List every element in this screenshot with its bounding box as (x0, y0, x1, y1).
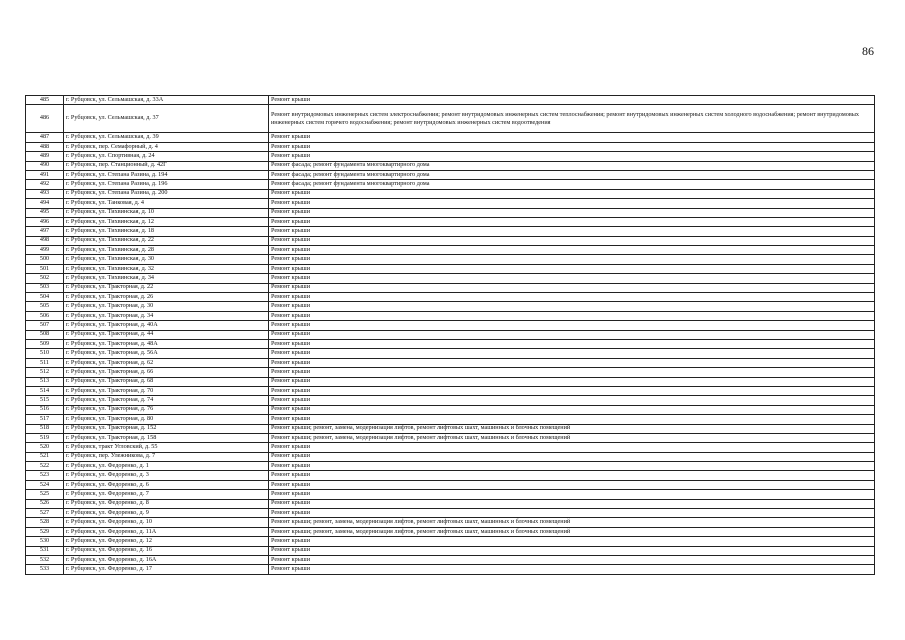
page-number: 86 (862, 44, 874, 58)
table-row (26, 339, 875, 348)
table-row (26, 142, 875, 151)
row-number: 510 (26, 349, 64, 358)
row-address: г. Рубцовск, ул. Федоренко, д. 6 (64, 480, 269, 489)
row-number: 528 (26, 518, 64, 527)
row-work-type: Ремонт крыши (269, 537, 875, 546)
table-row (26, 452, 875, 461)
row-number: 513 (26, 377, 64, 386)
row-number: 493 (26, 189, 64, 198)
table-row (26, 180, 875, 189)
row-work-type: Ремонт крыши (269, 368, 875, 377)
row-work-type: Ремонт крыши (269, 480, 875, 489)
row-address: г. Рубцовск, ул. Тракторная, д. 44 (64, 330, 269, 339)
row-work-type: Ремонт крыши (269, 274, 875, 283)
row-number: 521 (26, 452, 64, 461)
row-address: г. Рубцовск, ул. Федоренко, д. 16 (64, 546, 269, 555)
row-address: г. Рубцовск, ул. Тракторная, д. 56А (64, 349, 269, 358)
row-number: 498 (26, 236, 64, 245)
table-row (26, 283, 875, 292)
row-address: г. Рубцовск, ул. Федоренко, д. 16А (64, 555, 269, 564)
row-address: г. Рубцовск, ул. Тихвинская, д. 30 (64, 255, 269, 264)
row-address: г. Рубцовск, ул. Федоренко, д. 8 (64, 499, 269, 508)
row-work-type: Ремонт фасада; ремонт фундамента многоквартирного дома (269, 170, 875, 179)
table-row (26, 499, 875, 508)
row-work-type: Ремонт крыши (269, 189, 875, 198)
row-number: 515 (26, 396, 64, 405)
row-address: г. Рубцовск, ул. Сельмашская, д. 37 (64, 105, 269, 133)
row-number: 511 (26, 358, 64, 367)
table-row (26, 321, 875, 330)
row-address: г. Рубцовск, ул. Тракторная, д. 70 (64, 386, 269, 395)
row-number: 495 (26, 208, 64, 217)
table-row (26, 199, 875, 208)
row-address: г. Рубцовск, ул. Степана Разина, д. 200 (64, 189, 269, 198)
table-row (26, 105, 875, 133)
row-address: г. Рубцовск, тракт Угловский, д. 55 (64, 443, 269, 452)
row-work-type: Ремонт крыши (269, 264, 875, 273)
row-work-type: Ремонт крыши (269, 133, 875, 142)
row-address: г. Рубцовск, ул. Танковая, д. 4 (64, 199, 269, 208)
row-address: г. Рубцовск, ул. Федоренко, д. 11А (64, 527, 269, 536)
row-work-type: Ремонт крыши (269, 255, 875, 264)
table-row (26, 433, 875, 442)
table-row (26, 405, 875, 414)
table-row (26, 264, 875, 273)
table-row (26, 358, 875, 367)
row-work-type: Ремонт крыши (269, 490, 875, 499)
table-row (26, 170, 875, 179)
row-address: г. Рубцовск, ул. Тракторная, д. 152 (64, 424, 269, 433)
row-number: 497 (26, 227, 64, 236)
row-work-type: Ремонт крыши (269, 452, 875, 461)
row-number: 512 (26, 368, 64, 377)
row-work-type: Ремонт крыши; ремонт, замена, модернизация лифтов, ремонт лифтовых шахт, машинных и блочных помещений (269, 424, 875, 433)
row-number: 492 (26, 180, 64, 189)
row-work-type: Ремонт крыши (269, 471, 875, 480)
table-row (26, 462, 875, 471)
table-row (26, 537, 875, 546)
row-work-type: Ремонт крыши; ремонт, замена, модернизация лифтов, ремонт лифтовых шахт, машинных и блочных помещений (269, 527, 875, 536)
row-number: 517 (26, 415, 64, 424)
row-number: 500 (26, 255, 64, 264)
row-address: г. Рубцовск, ул. Тихвинская, д. 28 (64, 246, 269, 255)
row-address: г. Рубцовск, ул. Тракторная, д. 74 (64, 396, 269, 405)
row-address: г. Рубцовск, ул. Федоренко, д. 7 (64, 490, 269, 499)
row-work-type: Ремонт крыши (269, 321, 875, 330)
row-address: г. Рубцовск, ул. Тихвинская, д. 32 (64, 264, 269, 273)
row-number: 529 (26, 527, 64, 536)
table-row (26, 189, 875, 198)
row-address: г. Рубцовск, ул. Федоренко, д. 1 (64, 462, 269, 471)
row-work-type: Ремонт крыши (269, 152, 875, 161)
table-row (26, 255, 875, 264)
row-address: г. Рубцовск, ул. Степана Разина, д. 196 (64, 180, 269, 189)
row-number: 486 (26, 105, 64, 133)
row-address: г. Рубцовск, ул. Тихвинская, д. 34 (64, 274, 269, 283)
row-address: г. Рубцовск, ул. Федоренко, д. 12 (64, 537, 269, 546)
table-row (26, 443, 875, 452)
row-number: 491 (26, 170, 64, 179)
row-address: г. Рубцовск, ул. Федоренко, д. 3 (64, 471, 269, 480)
row-number: 524 (26, 480, 64, 489)
row-address: г. Рубцовск, пер. Станционный, д. 42Г (64, 161, 269, 170)
row-number: 518 (26, 424, 64, 433)
row-number: 501 (26, 264, 64, 273)
table-row (26, 349, 875, 358)
row-work-type: Ремонт крыши (269, 565, 875, 574)
table-row (26, 208, 875, 217)
row-number: 531 (26, 546, 64, 555)
row-work-type: Ремонт крыши (269, 246, 875, 255)
table-row (26, 152, 875, 161)
table-row (26, 490, 875, 499)
row-address: г. Рубцовск, ул. Федоренко, д. 10 (64, 518, 269, 527)
row-address: г. Рубцовск, ул. Тракторная, д. 40А (64, 321, 269, 330)
row-number: 489 (26, 152, 64, 161)
row-number: 503 (26, 283, 64, 292)
row-number: 519 (26, 433, 64, 442)
row-work-type: Ремонт крыши (269, 555, 875, 564)
row-work-type: Ремонт крыши (269, 302, 875, 311)
table-row (26, 96, 875, 105)
row-number: 508 (26, 330, 64, 339)
row-address: г. Рубцовск, ул. Тракторная, д. 22 (64, 283, 269, 292)
table-row (26, 509, 875, 518)
table-row (26, 274, 875, 283)
row-address: г. Рубцовск, ул. Тихвинская, д. 12 (64, 217, 269, 226)
row-number: 504 (26, 293, 64, 302)
row-address: г. Рубцовск, ул. Тракторная, д. 62 (64, 358, 269, 367)
row-work-type: Ремонт крыши (269, 330, 875, 339)
table-row (26, 368, 875, 377)
row-address: г. Рубцовск, ул. Тракторная, д. 76 (64, 405, 269, 414)
row-work-type: Ремонт крыши (269, 227, 875, 236)
table-row (26, 386, 875, 395)
row-address: г. Рубцовск, ул. Тракторная, д. 158 (64, 433, 269, 442)
row-address: г. Рубцовск, ул. Тракторная, д. 48А (64, 339, 269, 348)
table-row (26, 396, 875, 405)
table-row (26, 546, 875, 555)
row-work-type: Ремонт крыши (269, 142, 875, 151)
row-work-type: Ремонт крыши (269, 358, 875, 367)
table-row (26, 518, 875, 527)
table-row (26, 161, 875, 170)
row-number: 516 (26, 405, 64, 414)
row-work-type: Ремонт крыши (269, 509, 875, 518)
row-work-type: Ремонт крыши (269, 386, 875, 395)
table-row (26, 236, 875, 245)
row-address: г. Рубцовск, ул. Сельмашская, д. 39 (64, 133, 269, 142)
row-address: г. Рубцовск, ул. Федоренко, д. 17 (64, 565, 269, 574)
table-row (26, 217, 875, 226)
row-work-type: Ремонт крыши (269, 199, 875, 208)
row-number: 532 (26, 555, 64, 564)
row-work-type: Ремонт внутридомовых инженерных систем электроснабжения; ремонт внутридомовых инженерных систем теплоснабжения; ремонт внутридомовых инженерных систем холодного водоснабжения; ремонт внутридомовых инженерных систем горячего водоснабжения; ремонт внутридомовых инженерных систем водоотведения (269, 105, 875, 133)
row-number: 533 (26, 565, 64, 574)
row-work-type: Ремонт крыши (269, 96, 875, 105)
table-row (26, 480, 875, 489)
row-number: 509 (26, 339, 64, 348)
row-address: г. Рубцовск, ул. Тракторная, д. 30 (64, 302, 269, 311)
row-number: 523 (26, 471, 64, 480)
row-work-type: Ремонт крыши; ремонт, замена, модернизация лифтов, ремонт лифтовых шахт, машинных и блочных помещений (269, 433, 875, 442)
row-number: 514 (26, 386, 64, 395)
row-address: г. Рубцовск, ул. Сельмашская, д. 33А (64, 96, 269, 105)
row-number: 487 (26, 133, 64, 142)
row-address: г. Рубцовск, пер. Семафорный, д. 4 (64, 142, 269, 151)
row-address: г. Рубцовск, ул. Тихвинская, д. 22 (64, 236, 269, 245)
row-work-type: Ремонт крыши (269, 217, 875, 226)
row-number: 488 (26, 142, 64, 151)
repair-schedule-table (25, 95, 875, 575)
table-row (26, 527, 875, 536)
row-number: 506 (26, 311, 64, 320)
table-row (26, 565, 875, 574)
row-number: 502 (26, 274, 64, 283)
row-address: г. Рубцовск, ул. Тракторная, д. 26 (64, 293, 269, 302)
row-number: 485 (26, 96, 64, 105)
row-address: г. Рубцовск, ул. Тихвинская, д. 10 (64, 208, 269, 217)
row-address: г. Рубцовск, ул. Федоренко, д. 9 (64, 509, 269, 518)
table-row (26, 330, 875, 339)
row-work-type: Ремонт фасада; ремонт фундамента многоквартирного дома (269, 180, 875, 189)
row-work-type: Ремонт крыши (269, 499, 875, 508)
row-work-type: Ремонт крыши (269, 283, 875, 292)
row-address: г. Рубцовск, ул. Степана Разина, д. 194 (64, 170, 269, 179)
row-address: г. Рубцовск, пер. Улежникова, д. 7 (64, 452, 269, 461)
table-row (26, 246, 875, 255)
row-work-type: Ремонт крыши (269, 462, 875, 471)
row-work-type: Ремонт крыши (269, 396, 875, 405)
row-work-type: Ремонт крыши (269, 405, 875, 414)
row-address: г. Рубцовск, ул. Тракторная, д. 34 (64, 311, 269, 320)
row-address: г. Рубцовск, ул. Спортивная, д. 24 (64, 152, 269, 161)
table-row (26, 471, 875, 480)
row-number: 530 (26, 537, 64, 546)
row-address: г. Рубцовск, ул. Тракторная, д. 80 (64, 415, 269, 424)
table-row (26, 555, 875, 564)
row-address: г. Рубцовск, ул. Тракторная, д. 66 (64, 368, 269, 377)
row-number: 525 (26, 490, 64, 499)
row-work-type: Ремонт крыши; ремонт, замена, модернизация лифтов, ремонт лифтовых шахт, машинных и блочных помещений (269, 518, 875, 527)
row-work-type: Ремонт крыши (269, 546, 875, 555)
row-work-type: Ремонт крыши (269, 236, 875, 245)
row-number: 505 (26, 302, 64, 311)
row-number: 494 (26, 199, 64, 208)
table-row (26, 311, 875, 320)
table-row (26, 302, 875, 311)
table-row (26, 377, 875, 386)
table-row (26, 227, 875, 236)
row-work-type: Ремонт крыши (269, 339, 875, 348)
row-number: 499 (26, 246, 64, 255)
row-number: 526 (26, 499, 64, 508)
row-work-type: Ремонт крыши (269, 208, 875, 217)
row-number: 496 (26, 217, 64, 226)
row-work-type: Ремонт крыши (269, 349, 875, 358)
table-row (26, 133, 875, 142)
row-number: 490 (26, 161, 64, 170)
table-row (26, 415, 875, 424)
row-number: 520 (26, 443, 64, 452)
row-work-type: Ремонт крыши (269, 415, 875, 424)
row-address: г. Рубцовск, ул. Тихвинская, д. 18 (64, 227, 269, 236)
row-number: 507 (26, 321, 64, 330)
row-address: г. Рубцовск, ул. Тракторная, д. 68 (64, 377, 269, 386)
row-work-type: Ремонт крыши (269, 443, 875, 452)
row-work-type: Ремонт крыши (269, 311, 875, 320)
row-work-type: Ремонт крыши (269, 293, 875, 302)
table-row (26, 424, 875, 433)
table-row (26, 293, 875, 302)
row-work-type: Ремонт фасада; ремонт фундамента многоквартирного дома (269, 161, 875, 170)
row-number: 527 (26, 509, 64, 518)
row-work-type: Ремонт крыши (269, 377, 875, 386)
row-number: 522 (26, 462, 64, 471)
